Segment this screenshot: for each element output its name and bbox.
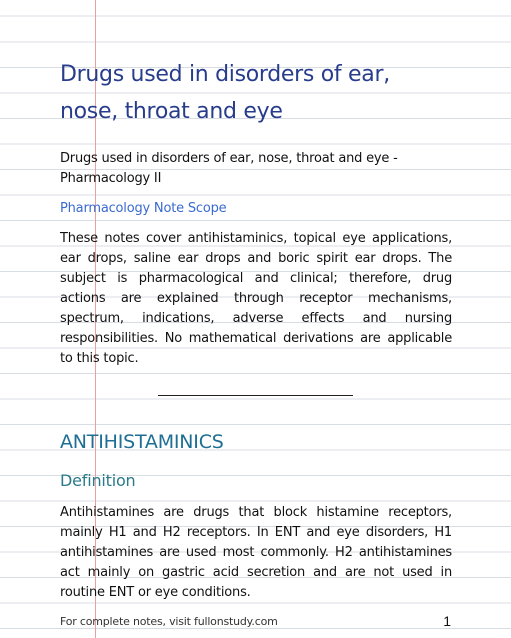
page-number: 1 xyxy=(443,613,451,629)
definition-paragraph: Antihistamines are drugs that block histamine receptors, mainly H1 and H2 receptors. In ENT and eye disorders, H1 antihistamines are used most commonly. H2 antihistamines act mainly on gastric acid secretion and are not used in routine ENT or eye conditions. xyxy=(60,505,452,600)
section-heading-antihistaminics: ANTIHISTAMINICS xyxy=(60,431,224,453)
footer-note: For complete notes, visit fullonstudy.com xyxy=(60,615,278,628)
definition-heading: Definition xyxy=(60,471,136,490)
page-content xyxy=(60,56,452,603)
scope-paragraph: These notes cover antihistaminics, topical eye applications, ear drops, saline ear drops and boric spirit ear drops. The subject is pharmacological and clinical; therefore, drug actions are explained through receptor mechanisms, spectrum, indications, adverse effects and nursing responsibilities. No mathematical derivations are applicable to this topic. xyxy=(60,231,452,366)
scope-heading: Pharmacology Note Scope xyxy=(60,201,227,216)
page-title: Drugs used in disorders of ear, nose, throat and eye xyxy=(60,62,390,124)
page-subtitle: Drugs used in disorders of ear, nose, throat and eye - Pharmacology II xyxy=(60,151,398,186)
section-divider xyxy=(158,395,353,396)
